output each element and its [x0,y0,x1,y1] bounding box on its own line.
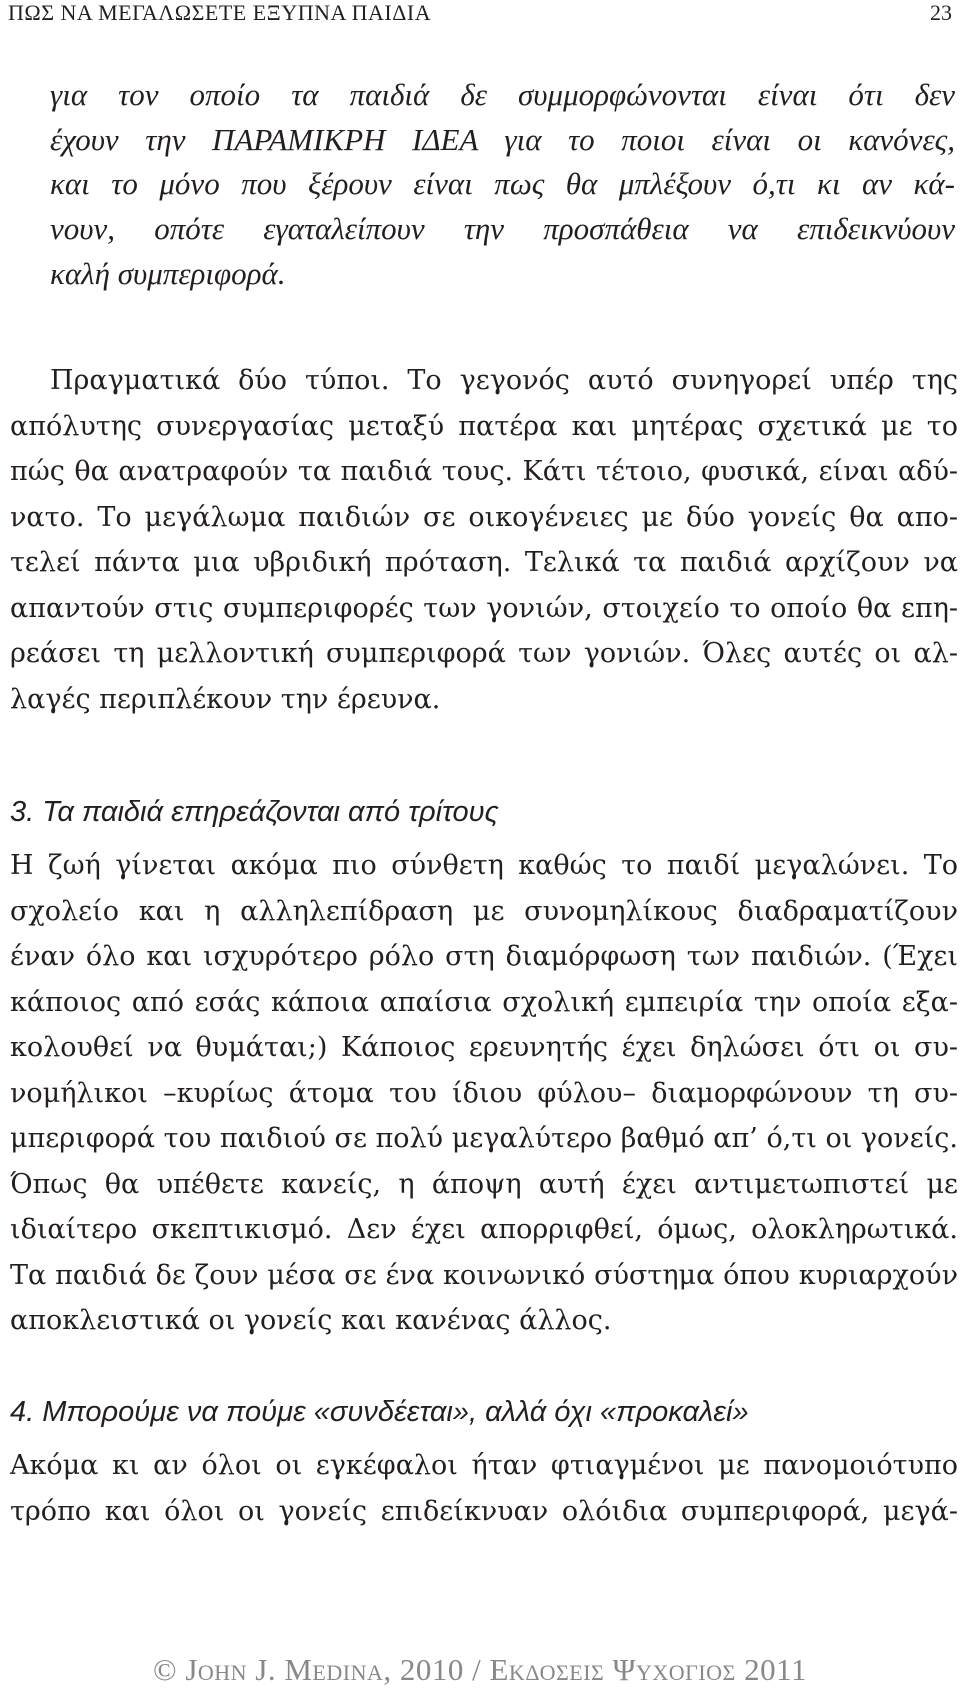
book-title: ΠΩΣ ΝΑ ΜΕΓΑΛΩΣΕΤΕ ΕΞΥΠΝΑ ΠΑΙΔΙΑ [8,0,432,25]
text-line: έναν όλο και ισχυρότερο ρόλο στη διαμόρφωση των παιδιών. (Έχει [10,941,958,972]
footer-separator: / [472,1652,482,1687]
text-line: νουν, οπότε εγαταλείπουν την προσπάθεια να επιδεικνύουν [50,211,955,247]
copyright-icon: © [153,1652,178,1687]
text-line: πώς θα ανατραφούν τα παιδιά τους. Κάτι τέτοιο, φυσικά, είναι αδύ- [10,456,958,487]
text-line: καλή συμπεριφορά. [50,255,286,291]
paragraph-correlation [10,1443,958,1534]
paragraph-two-types [10,358,958,722]
text-line: λαγές περιπλέκουν την έρευνα. [10,683,441,715]
page-number: 23 [930,0,952,25]
text-line: έχουν την ΠΑΡΑΜΙΚΡΗ ΙΔΕΑ για το ποιοι είναι οι κανόνες, [50,121,955,157]
text-line: ρεάσει τη μελλοντική συμπεριφορά των γονιών. Όλες αυτές οι αλ- [10,638,958,669]
italic-paragraph [50,73,955,296]
text-line: νατο. Το μεγάλωμα παιδιών σε οικογένειες με δύο γονείς θα απο- [10,501,958,533]
footer-author: John J. Medina, 2010 [185,1652,464,1687]
text-line: κολουθεί να θυμάται;) Κάποιος ερευνητής έχει δηλώσει ότι οι συ- [10,1032,958,1063]
text-line: ιδιαίτερο σκεπτικισμό. Δεν έχει απορριφθεί, όμως, ολοκληρωτικά. [10,1214,958,1245]
text-line: τρόπο και όλοι οι γονείς επιδείκνυαν ολόιδια συμπεριφορά, μεγά- [10,1495,958,1527]
section-heading-3: 3. Τα παιδιά επηρεάζονται από τρίτους [10,796,499,828]
text-line: απαντούν στις συμπεριφορές των γονιών, στοιχείο το οποίο θα επη- [10,592,958,624]
running-header [8,0,952,30]
copyright-footer [0,1652,960,1688]
text-line: νομήλικοι –κυρίως άτομα του ίδιου φύλου– διαμορφώνουν τη συ- [10,1077,958,1109]
text-line: σχολείο και η αλληλεπίδραση με συνομηλίκους διαδραματίζουν [10,895,958,927]
text-line: κάποιος από εσάς κάποια απαίσια σχολική εμπειρία την οποία εξα- [10,986,958,1018]
text-line: Η ζωή γίνεται ακόμα πιο σύνθετη καθώς το παιδί μεγαλώνει. Το [10,850,958,881]
text-line: τελεί πάντα μια υβριδική πρόταση. Τελικά τα παιδιά αρχίζουν να [10,547,958,578]
text-line: Πραγματικά δύο τύποι. Το γεγονός αυτό συνηγορεί υπέρ της [50,365,958,396]
text-line: Τα παιδιά δε ζουν μέσα σε ένα κοινωνικό σύστημα όπου κυριαρχούν [10,1259,958,1291]
section-heading-4: 4. Μπορούμε να πούμε «συνδέεται», αλλά όχι «προκαλεί» [10,1396,749,1428]
text-line: μπεριφορά του παιδιού σε πολύ μεγαλύτερο βαθμό απ’ ό,τι οι γονείς. [10,1123,958,1154]
text-line: απόλυτης συνεργασίας μεταξύ πατέρα και μητέρας σχετικά με το [10,410,958,442]
footer-publisher: Εκδοσεισ Ψυχογιοσ 2011 [489,1652,807,1687]
text-line: Όπως θα υπέθετε κανείς, η άποψη αυτή έχει αντιμετωπιστεί με [10,1168,958,1200]
text-line: για τον οποίο τα παιδιά δε συμμορφώνονται είναι ότι δεν [50,77,955,112]
paragraph-third-parties [10,843,958,1344]
text-line: αποκλειστικά οι γονείς και κανένας άλλος. [10,1305,612,1336]
text-line: και το μόνο που ξέρουν είναι πως θα μπλέξουν ό,τι κι αν κά- [50,166,955,202]
text-line: Ακόμα κι αν όλοι οι εγκέφαλοι ήταν φτιαγμένοι με πανομοιότυπο [10,1450,958,1481]
